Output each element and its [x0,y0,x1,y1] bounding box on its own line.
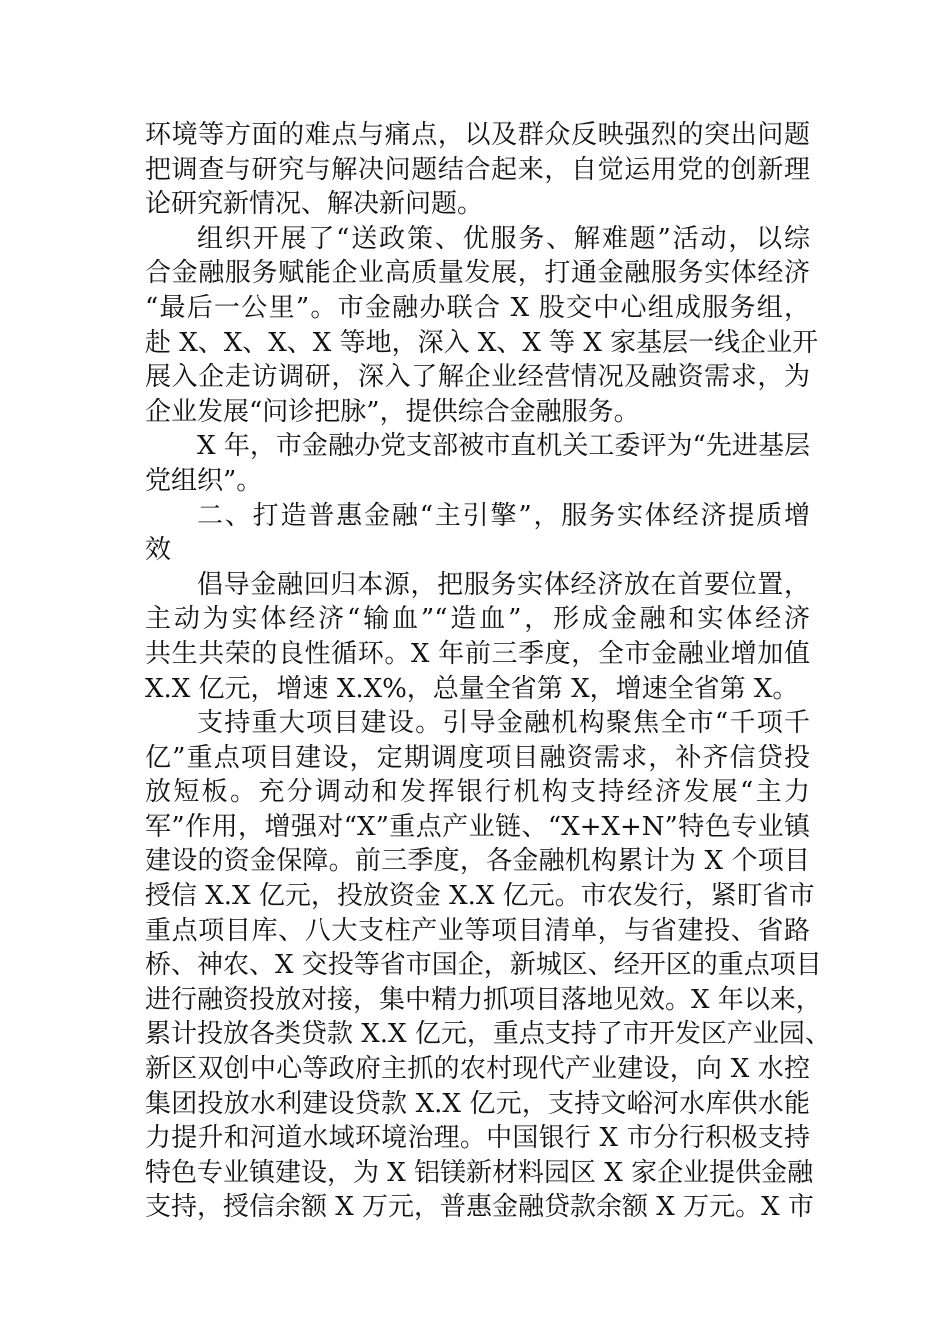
text-line: 进行融资投放对接，集中精力抓项目落地见效。X 年以来， [145,984,822,1015]
text-line: 倡导金融回归本源，把服务实体经济放在首要位置， [197,569,810,600]
text-line: 主动为实体经济“输血”“造血”，形成金融和实体经济 [145,604,810,635]
text-line: 重点项目库、八大支柱产业等项目清单，与省建投、省路 [145,915,810,946]
text-line: “最后一公里”。市金融办联合 X 股交中心组成服务组， [145,292,810,323]
section-heading-line: 二、打造普惠金融“主引擎”，服务实体经济提质增 [197,500,810,531]
text-line: 亿”重点项目建设，定期调度项目融资需求，补齐信贷投 [145,742,810,773]
text-line: 把调查与研究与解决问题结合起来，自觉运用党的创新理 [145,154,810,185]
text-line: 展入企走访调研，深入了解企业经营情况及融资需求，为 [145,362,810,393]
text-line: 特色专业镇建设，为 X 铝镁新材料园区 X 家企业提供金融 [145,1157,814,1188]
text-line: 授信 X.X 亿元，投放资金 X.X 亿元。市农发行，紧盯省市 [145,881,815,912]
text-line: X.X 亿元，增速 X.X%，总量全省第 X，增速全省第 X。 [145,673,799,704]
text-line: 组织开展了“送政策、优服务、解难题”活动，以综 [197,223,810,254]
text-line: 论研究新情况、解决新问题。 [145,189,484,220]
text-line: 军”作用，增强对“X”重点产业链、“X+X+N”特色专业镇 [145,811,810,842]
text-line: 合金融服务赋能企业高质量发展，打通金融服务实体经济 [145,258,810,289]
text-line: 力提升和河道水域环境治理。中国银行 X 市分行积极支持 [145,1123,810,1154]
text-line: 党组织”。 [145,465,263,496]
text-line: 赴 X、X、X、X 等地，深入 X、X 等 X 家基层一线企业开 [145,327,819,358]
text-line: X 年，市金融办党支部被市直机关工委评为“先进基层 [197,431,810,462]
text-line: 支持，授信余额 X 万元，普惠金融贷款余额 X 万元。X 市 [145,1192,814,1223]
text-line: 新区双创中心等政府主抓的农村现代产业建设，向 X 水控 [145,1054,810,1085]
text-line: 集团投放水利建设贷款 X.X 亿元，支持文峪河水库供水能 [145,1088,810,1119]
text-line: 放短板。充分调动和发挥银行机构支持经济发展“主力 [145,777,810,808]
text-line: 桥、神农、X 交投等省市国企，新城区、经开区的重点项目 [145,950,822,981]
text-line: 支持重大项目建设。引导金融机构聚焦全市“千项千 [197,708,810,739]
document-body [145,118,831,1225]
text-line: 企业发展“问诊把脉”，提供综合金融服务。 [145,396,640,427]
text-line: 环境等方面的难点与痛点，以及群众反映强烈的突出问题 [145,120,810,150]
section-heading-line: 效 [145,535,172,566]
text-line: 累计投放各类贷款 X.X 亿元，重点支持了市开发区产业园、 [145,1019,831,1050]
text-line: 共生共荣的良性循环。X 年前三季度，全市金融业增加值 [145,638,810,669]
text-line: 建设的资金保障。前三季度，各金融机构累计为 X 个项目 [145,846,810,877]
